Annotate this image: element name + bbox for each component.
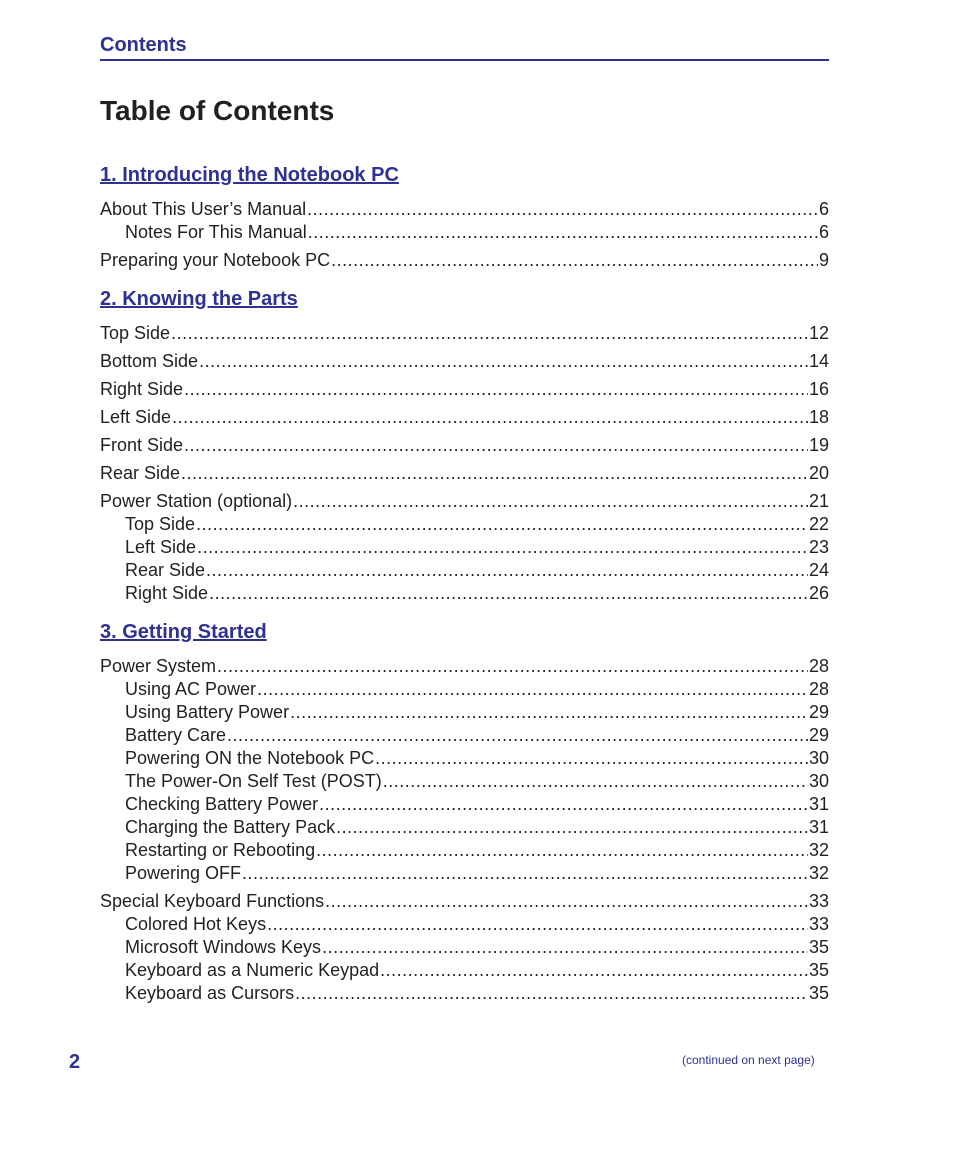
entry-page-number: 29	[808, 725, 829, 745]
entry-label: Top Side	[100, 323, 171, 343]
toc-subentry[interactable]	[100, 701, 829, 724]
entry-label: Checking Battery Power	[125, 794, 319, 814]
entry-page-number: 35	[808, 983, 829, 1003]
section-heading[interactable]: 3. Getting Started	[100, 621, 267, 643]
entry-label: Charging the Battery Pack	[125, 817, 336, 837]
entry-page-number: 21	[808, 491, 829, 511]
dot-leader	[242, 862, 808, 885]
dot-leader	[184, 378, 808, 401]
entry-label: Special Keyboard Functions	[100, 891, 325, 911]
entry-label: Preparing your Notebook PC	[100, 250, 331, 270]
heading-gap	[100, 647, 829, 655]
toc-subentry[interactable]	[100, 513, 829, 536]
dot-leader	[171, 322, 808, 345]
entry-label: Front Side	[100, 435, 184, 455]
section-heading[interactable]: 2. Knowing the Parts	[100, 288, 298, 310]
entry-label: Battery Care	[125, 725, 227, 745]
entry-label: Microsoft Windows Keys	[125, 937, 322, 957]
entry-page-number: 26	[808, 583, 829, 603]
dot-leader	[295, 982, 808, 1005]
page-number: 2	[69, 1051, 81, 1073]
dot-leader	[316, 839, 808, 862]
dot-leader	[227, 724, 808, 747]
entry-label: The Power-On Self Test (POST)	[125, 771, 382, 791]
header-title: Contents	[100, 34, 187, 56]
toc-entry[interactable]	[100, 378, 829, 401]
section-gap	[100, 272, 829, 284]
entry-label: Power System	[100, 656, 217, 676]
entry-label: Rear Side	[125, 560, 206, 580]
continued-note: (continued on next page)	[682, 1053, 815, 1067]
section-gap	[100, 605, 829, 617]
dot-leader	[380, 959, 808, 982]
toc-entry[interactable]	[100, 462, 829, 485]
toc-subentry[interactable]	[100, 793, 829, 816]
toc-subentry[interactable]	[100, 678, 829, 701]
toc-subentry[interactable]	[100, 747, 829, 770]
entry-label: Notes For This Manual	[125, 222, 307, 242]
toc-entry[interactable]	[100, 490, 829, 513]
dot-leader	[197, 536, 808, 559]
entry-page-number: 28	[808, 679, 829, 699]
dot-leader	[290, 701, 808, 724]
dot-leader	[322, 936, 808, 959]
entry-label: Left Side	[125, 537, 197, 557]
dot-leader	[206, 559, 808, 582]
toc-subentry[interactable]	[100, 982, 829, 1005]
entry-page-number: 30	[808, 748, 829, 768]
dot-leader	[257, 678, 808, 701]
entry-page-number: 20	[808, 463, 829, 483]
entry-label: Powering ON the Notebook PC	[125, 748, 375, 768]
entry-page-number: 23	[808, 537, 829, 557]
entry-page-number: 22	[808, 514, 829, 534]
entry-label: Keyboard as a Numeric Keypad	[125, 960, 380, 980]
toc-subentry[interactable]	[100, 770, 829, 793]
entry-label: Top Side	[125, 514, 196, 534]
heading-gap	[100, 314, 829, 322]
page-title: Table of Contents	[100, 95, 335, 126]
toc-subentry[interactable]	[100, 536, 829, 559]
toc-entry[interactable]	[100, 198, 829, 221]
toc-subentry[interactable]	[100, 913, 829, 936]
toc-subentry[interactable]	[100, 862, 829, 885]
toc-subentry[interactable]	[100, 839, 829, 862]
toc-entry[interactable]	[100, 249, 829, 272]
entry-page-number: 19	[808, 435, 829, 455]
entry-label: About This User’s Manual	[100, 199, 307, 219]
dot-leader	[172, 406, 808, 429]
entry-page-number: 30	[808, 771, 829, 791]
toc-subentry[interactable]	[100, 559, 829, 582]
dot-leader	[325, 890, 808, 913]
entry-page-number: 16	[808, 379, 829, 399]
entry-page-number: 14	[808, 351, 829, 371]
section-heading[interactable]: 1. Introducing the Notebook PC	[100, 164, 399, 186]
dot-leader	[307, 198, 818, 221]
toc-subentry[interactable]	[100, 936, 829, 959]
entry-label: Power Station (optional)	[100, 491, 293, 511]
entry-label: Powering OFF	[125, 863, 242, 883]
dot-leader	[196, 513, 808, 536]
entry-label: Right Side	[100, 379, 184, 399]
dot-leader	[383, 770, 808, 793]
entry-label: Right Side	[125, 583, 209, 603]
entry-page-number: 24	[808, 560, 829, 580]
dot-leader	[375, 747, 808, 770]
entry-label: Keyboard as Cursors	[125, 983, 295, 1003]
entry-page-number: 31	[808, 817, 829, 837]
heading-gap	[100, 190, 829, 198]
toc-entry[interactable]	[100, 655, 829, 678]
toc-entry[interactable]	[100, 890, 829, 913]
toc-subentry[interactable]	[100, 816, 829, 839]
entry-page-number: 32	[808, 863, 829, 883]
entry-page-number: 35	[808, 960, 829, 980]
entry-page-number: 28	[808, 656, 829, 676]
toc-subentry[interactable]	[100, 221, 829, 244]
entry-label: Bottom Side	[100, 351, 199, 371]
dot-leader	[209, 582, 808, 605]
entry-label: Left Side	[100, 407, 172, 427]
entry-page-number: 9	[818, 250, 829, 270]
toc-subentry[interactable]	[100, 582, 829, 605]
entry-page-number: 33	[808, 891, 829, 911]
toc-entry[interactable]	[100, 322, 829, 345]
toc-subentry[interactable]	[100, 724, 829, 747]
entry-label: Restarting or Rebooting	[125, 840, 316, 860]
dot-leader	[293, 490, 808, 513]
entry-label: Rear Side	[100, 463, 181, 483]
entry-label: Using Battery Power	[125, 702, 290, 722]
dot-leader	[331, 249, 818, 272]
toc-subentry[interactable]	[100, 959, 829, 982]
entry-page-number: 35	[808, 937, 829, 957]
table-of-contents	[100, 160, 829, 1005]
entry-page-number: 32	[808, 840, 829, 860]
dot-leader	[217, 655, 808, 678]
entry-page-number: 29	[808, 702, 829, 722]
dot-leader	[308, 221, 818, 244]
entry-page-number: 31	[808, 794, 829, 814]
entry-page-number: 18	[808, 407, 829, 427]
dot-leader	[199, 350, 808, 373]
entry-label: Colored Hot Keys	[125, 914, 267, 934]
header-divider	[100, 59, 829, 61]
dot-leader	[267, 913, 808, 936]
toc-entry[interactable]	[100, 406, 829, 429]
dot-leader	[184, 434, 808, 457]
entry-page-number: 6	[818, 199, 829, 219]
dot-leader	[319, 793, 808, 816]
dot-leader	[181, 462, 808, 485]
toc-entry[interactable]	[100, 350, 829, 373]
entry-page-number: 12	[808, 323, 829, 343]
entry-page-number: 6	[818, 222, 829, 242]
entry-label: Using AC Power	[125, 679, 257, 699]
dot-leader	[336, 816, 808, 839]
entry-page-number: 33	[808, 914, 829, 934]
toc-entry[interactable]	[100, 434, 829, 457]
